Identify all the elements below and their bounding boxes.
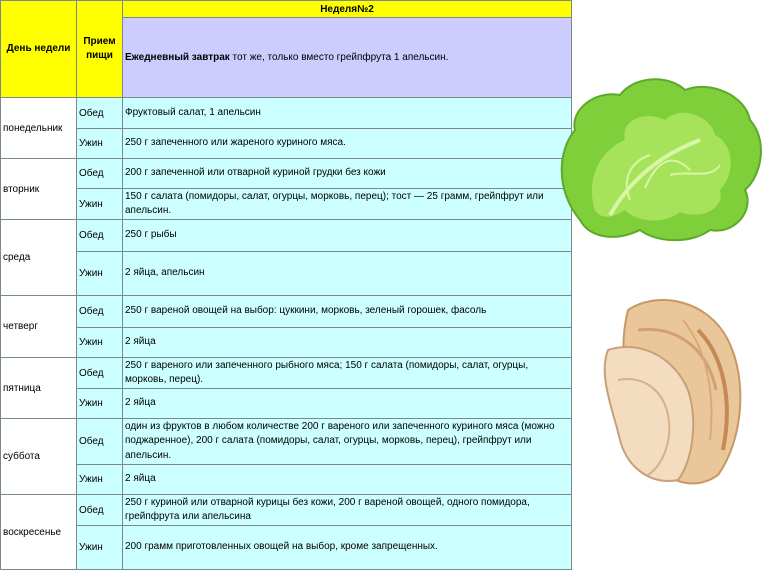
day-monday: понедельник xyxy=(1,98,77,159)
meal-label: Ужин xyxy=(77,389,123,419)
meal-food: 250 г куриной или отварной курицы без кожи, 200 г вареной овощей, одного помидора, грейпфрута или апельсина xyxy=(123,495,572,526)
meal-label: Ужин xyxy=(77,465,123,495)
meal-food: 150 г салата (помидоры, салат, огурцы, морковь, перец); тост — 25 грамм, грейпфрут или апельсин. xyxy=(123,189,572,220)
meal-food: 250 г вареной овощей на выбор: цуккини, морковь, зеленый горошек, фасоль xyxy=(123,296,572,328)
header-day: День недели xyxy=(1,1,77,98)
day-tuesday: вторник xyxy=(1,159,77,220)
meal-label: Ужин xyxy=(77,129,123,159)
lettuce-leaf-image xyxy=(550,70,768,245)
meal-food: Фруктовый салат, 1 апельсин xyxy=(123,98,572,129)
meal-food: 200 грамм приготовленных овощей на выбор, кроме запрещенных. xyxy=(123,526,572,570)
meal-label: Обед xyxy=(77,98,123,129)
meal-label: Обед xyxy=(77,159,123,189)
meal-food: 200 г запеченной или отварной куриной грудки без кожи xyxy=(123,159,572,189)
breakfast-cell xyxy=(123,18,572,98)
chicken-slices-image xyxy=(598,290,768,490)
meal-label: Обед xyxy=(77,419,123,465)
meal-label: Ужин xyxy=(77,526,123,570)
breakfast-bold: Ежедневный завтрак xyxy=(125,52,230,63)
meal-label: Обед xyxy=(77,220,123,252)
meal-food: 250 г запеченного или жареного куриного мяса. xyxy=(123,129,572,159)
meal-food: 2 яйца xyxy=(123,328,572,358)
header-meal: Прием пищи xyxy=(77,1,123,98)
meal-label: Ужин xyxy=(77,189,123,220)
day-thursday: четверг xyxy=(1,296,77,358)
day-sunday: воскресенье xyxy=(1,495,77,570)
header-week: Неделя№2 xyxy=(123,1,572,18)
meal-food: 2 яйца xyxy=(123,389,572,419)
meal-food: 2 яйца, апельсин xyxy=(123,252,572,296)
meal-label: Ужин xyxy=(77,252,123,296)
meal-label: Обед xyxy=(77,358,123,389)
meal-label: Ужин xyxy=(77,328,123,358)
meal-label: Обед xyxy=(77,495,123,526)
day-wednesday: среда xyxy=(1,220,77,296)
meal-label: Обед xyxy=(77,296,123,328)
meal-food: один из фруктов в любом количестве 200 г вареного или запеченного куриного мяса (можно поджаренное), 200 г салата (помидоры, салат, огурцы, морковь, перец), грейпфрут или апельсин. xyxy=(123,419,572,465)
breakfast-text: тот же, только вместо грейпфрута 1 апельсин. xyxy=(229,52,449,63)
meal-food: 250 г вареного или запеченного рыбного мяса; 150 г салата (помидоры, салат, огурцы, морковь, перец). xyxy=(123,358,572,389)
meal-food: 2 яйца xyxy=(123,465,572,495)
day-saturday: суббота xyxy=(1,419,77,495)
meal-food: 250 г рыбы xyxy=(123,220,572,252)
day-friday: пятница xyxy=(1,358,77,419)
